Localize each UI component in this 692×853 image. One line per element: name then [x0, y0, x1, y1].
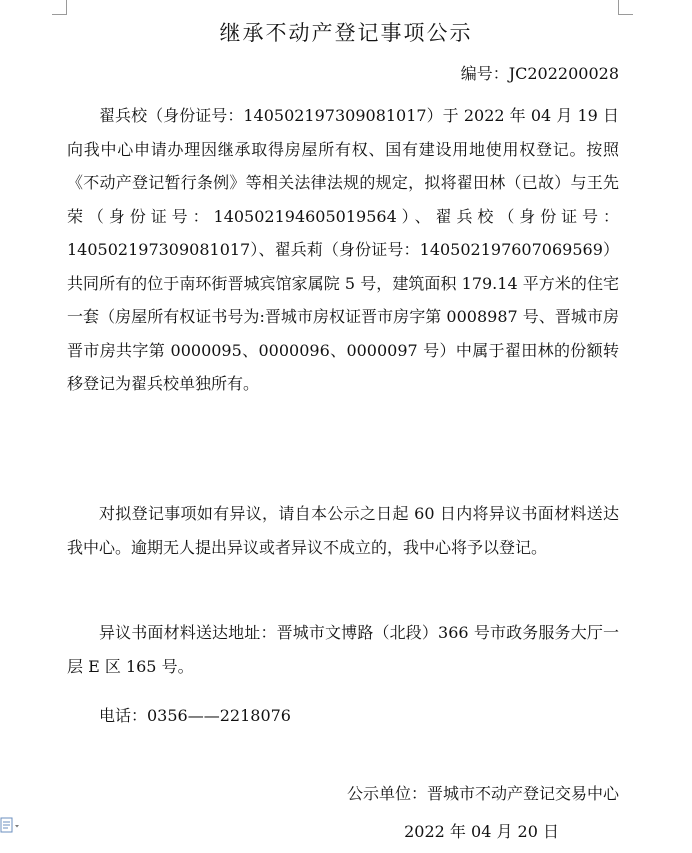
- body-paragraph-main: 翟兵校（身份证号：140502197309081017）于 2022 年 04 月 19 日向我中心申请办理因继承取得房屋所有权、国有建设用地使用权登记。按照《不动产登记暂行条例》等相关法律法规的规定，拟将翟田林（已故）与王先荣（身份证号：140502194605019564）、翟兵校（身份证号：140502197309081017）、翟兵莉（身份证号：140502197607069569）共同所有的位于南环街晋城宾馆家属院 5 号，建筑面积 179.14 平方米的住宅一套（房屋所有权证书号为:晋城市房权证晋市房字第 0008987 号、晋城市房晋市房共字第 0000095、0000096、0000097 号）中属于翟田林的份额转移登记为翟兵校单独所有。: [67, 106, 619, 393]
- issue-date: 2022 年 04 月 20 日: [404, 822, 559, 841]
- body-paragraph-phone: 电话：0356——2218076: [99, 706, 291, 725]
- document-icon[interactable]: [0, 816, 22, 836]
- issuing-unit: 公示单位：晋城市不动产登记交易中心: [346, 784, 619, 803]
- crop-mark-top-right: [618, 0, 633, 15]
- serial-number: 编号：JC202200028: [460, 64, 619, 83]
- document-icon-graphic: [0, 816, 22, 836]
- document-title: 继承不动产登记事项公示: [219, 21, 473, 45]
- body-paragraph-objection: 对拟登记事项如有异议，请自本公示之日起 60 日内将异议书面材料送达我中心。逾期无人提出异议或者异议不成立的，我中心将予以登记。: [67, 504, 619, 557]
- crop-mark-top-left: [52, 0, 67, 15]
- body-paragraph-address: 异议书面材料送达地址：晋城市文博路（北段）366 号市政务服务大厅一层 E 区 165 号。: [67, 623, 619, 676]
